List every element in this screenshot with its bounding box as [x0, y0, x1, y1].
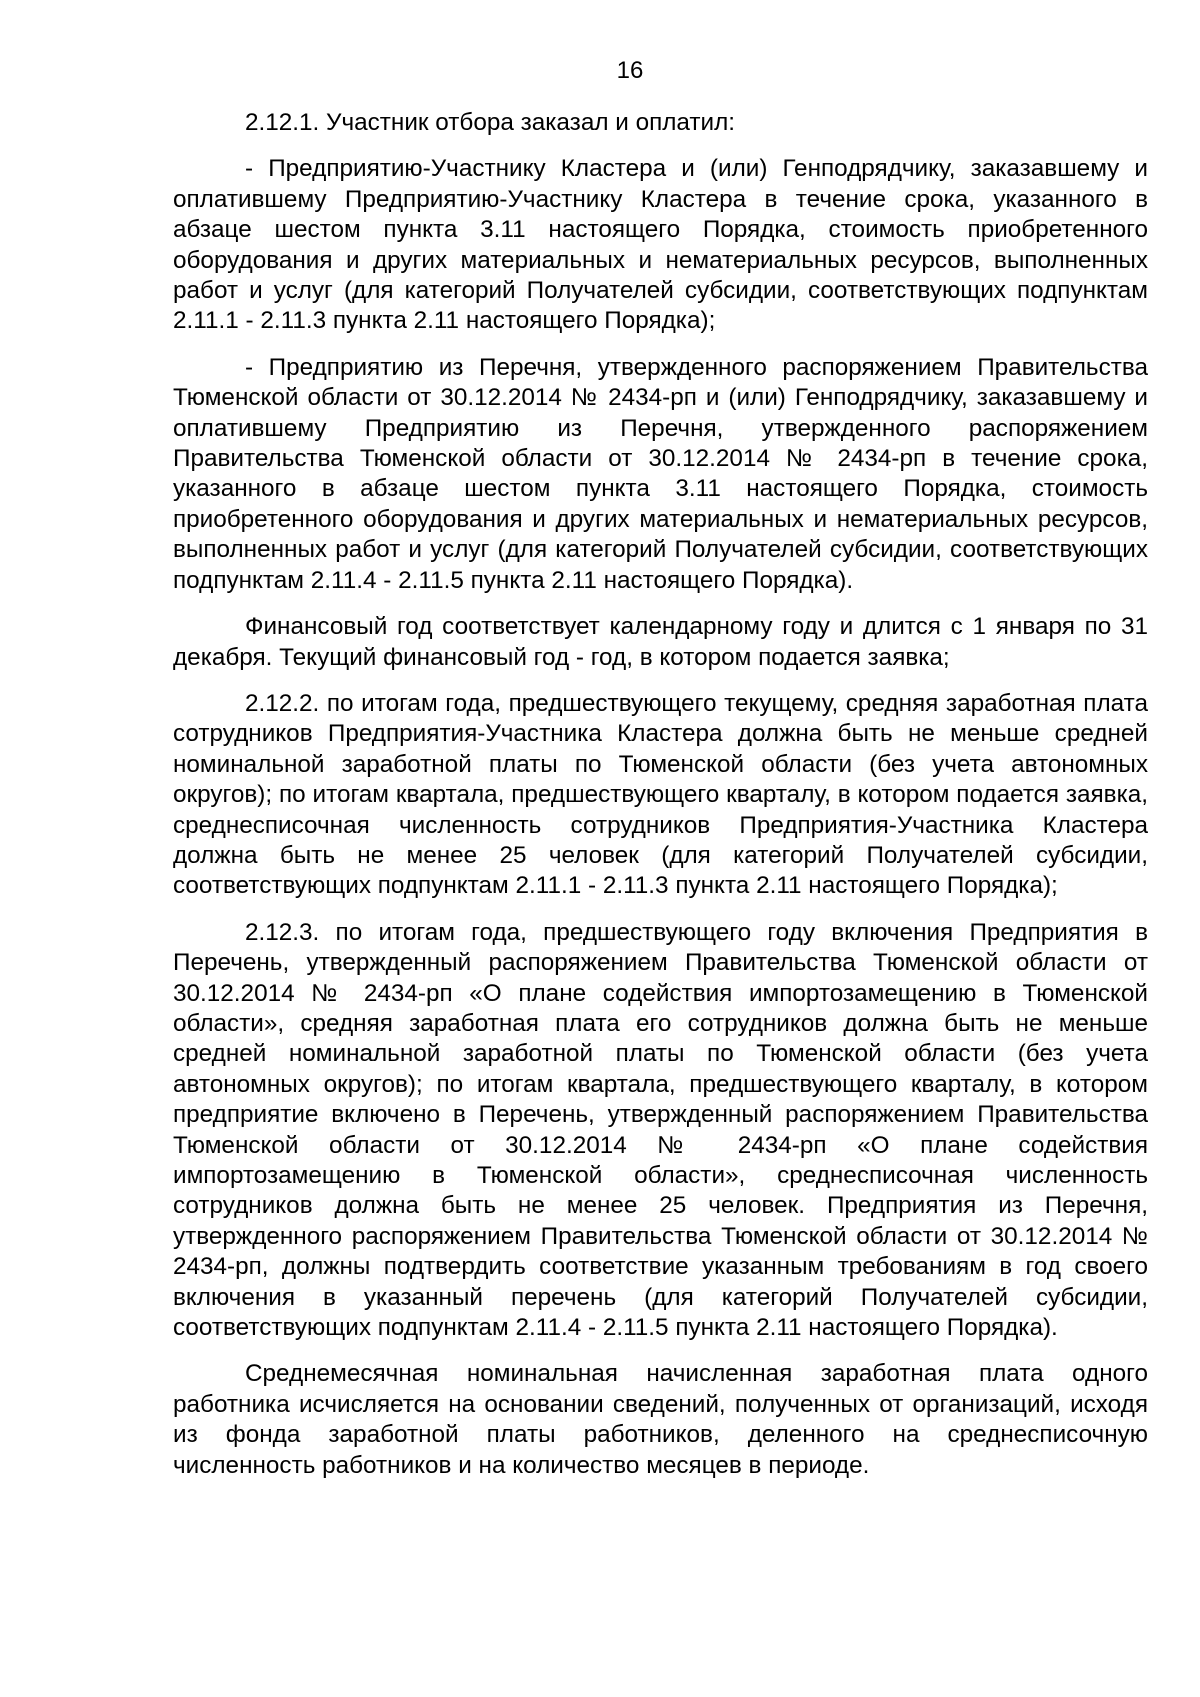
document-body: [173, 108, 1148, 1497]
paragraph-average-salary: Среднемесячная номинальная начисленная заработная плата одного работника исчисляется на основании сведений, полученных от организаций, исходя из фонда заработной платы работников, деленного на среднесписочную численность работников и на количество месяцев в периоде.: [173, 1360, 1148, 1479]
paragraph-cluster-participant: - Предприятию-Участнику Кластера и (или) Генподрядчику, заказавшему и оплатившему Предприятию-Участнику Кластера в течение срока, указанного в абзаце шестом пункта 3.11 настоящего Порядка, стоимость приобретенного оборудования и других материальных и нематериальных ресурсов, выполненных работ и услуг (для категорий Получателей субсидии, соответствующих подпунктам 2.11.1 - 2.11.3 пункта 2.11 настоящего Порядка);: [173, 155, 1148, 335]
page-number: 16: [616, 57, 644, 84]
paragraph-2-12-1-heading: 2.12.1. Участник отбора заказал и оплатил:: [245, 109, 736, 136]
paragraph-financial-year: Финансовый год соответствует календарному году и длится с 1 января по 31 декабря. Текущий финансовый год - год, в котором подается заявка;: [173, 613, 1148, 671]
paragraph-2-12-3: 2.12.3. по итогам года, предшествующего году включения Предприятия в Перечень, утвержденный распоряжением Правительства Тюменской области от 30.12.2014 № 2434-рп «О плане содействия импортозамещению в Тюменской области», средняя заработная плата его сотрудников должна быть не меньше средней номинальной заработной платы по Тюменской области (без учета автономных округов); по итогам квартала, предшествующего кварталу, в котором предприятие включено в Перечень, утвержденный распоряжением Правительства Тюменской области от 30.12.2014 № 2434-рп «О плане содействия импортозамещению в Тюменской области», среднесписочная численность сотрудников должна быть не менее 25 человек. Предприятия из Перечня, утвержденного распоряжением Правительства Тюменской области от 30.12.2014 № 2434-рп, должны подтвердить соответствие указанным требованиям в год своего включения в указанный перечень (для категорий Получателей субсидии, соответствующих подпунктам 2.11.4 - 2.11.5 пункта 2.11 настоящего Порядка).: [173, 918, 1148, 1342]
paragraph-2-12-2: 2.12.2. по итогам года, предшествующего текущему, средняя заработная плата сотрудников Предприятия-Участника Кластера должна быть не меньше средней номинальной заработной платы по Тюменской области (без учета автономных округов); по итогам квартала, предшествующего кварталу, в котором подается заявка, среднесписочная численность сотрудников Предприятия-Участника Кластера должна быть не менее 25 человек (для категорий Получателей субсидии, соответствующих подпунктам 2.11.1 - 2.11.3 пункта 2.11 настоящего Порядка);: [173, 689, 1148, 900]
paragraph-enterprise-from-list: - Предприятию из Перечня, утвержденного распоряжением Правительства Тюменской области от 30.12.2014 № 2434-рп и (или) Генподрядчику, заказавшему и оплатившему Предприятию из Перечня, утвержденного распоряжением Правительства Тюменской области от 30.12.2014 № 2434-рп в течение срока, указанного в абзаце шестом пункта 3.11 настоящего Порядка, стоимость приобретенного оборудования и других материальных и нематериальных ресурсов, выполненных работ и услуг (для категорий Получателей субсидии, соответствующих подпунктам 2.11.4 - 2.11.5 пункта 2.11 настоящего Порядка).: [173, 353, 1148, 594]
